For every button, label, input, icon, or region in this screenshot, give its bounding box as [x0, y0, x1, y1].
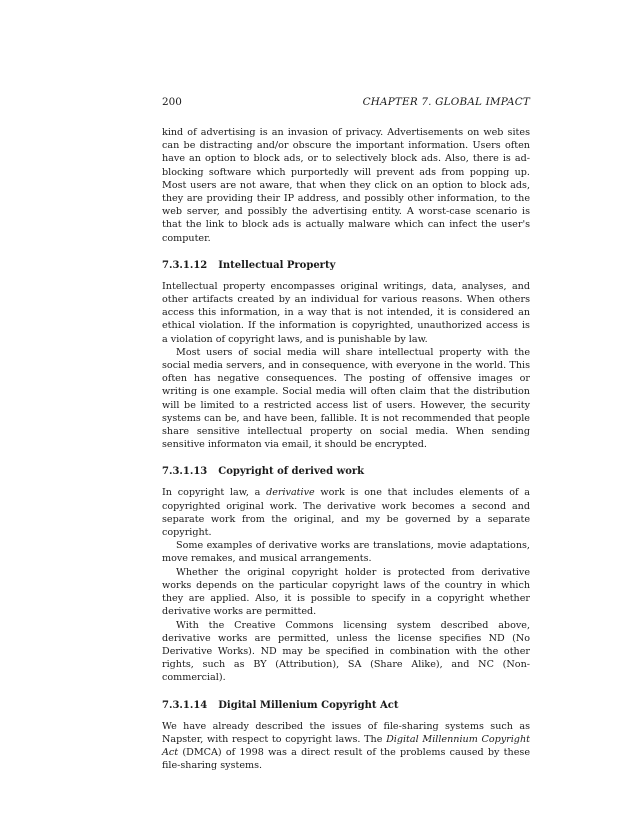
paragraph: [162, 720, 530, 773]
paragraph: Most users of social media will share intellectual property with the social media servers, and in consequence, with everyone in the world. This often has negative consequences. The posting of offensive images or writing is one example. Social media will often claim that the distribution will be limited to a restricted access list of users. However, the security systems can be, and have been, fallible. It is not recommended that people share sensitive intellectual property on social media. When sending sensitive informaton via email, it should be encrypted.: [162, 346, 530, 451]
running-header: [162, 96, 530, 108]
chapter-title: CHAPTER 7. GLOBAL IMPACT: [362, 96, 530, 108]
text-run: work is one that includes elements of a copyrighted original work. The derivative work becomes a second and separate work from the original, and my be governed by a separate copyright.: [162, 487, 530, 539]
text-run: We have already described the issues of file-sharing systems such as Napster, with respect to copyright laws. The: [162, 720, 530, 745]
emphasis-term: Digital Millennium Copyright Act: [162, 733, 530, 758]
paragraph: [162, 486, 530, 539]
paragraph: With the Creative Commons licensing system described above, derivative works are permitted, unless the license specifies ND (No Derivative Works). ND may be specified in combination with the other rights, such as BY (Attribution), SA (Share Alike), and NC (Non-commercial).: [162, 619, 530, 684]
paragraph: Whether the original copyright holder is protected from derivative works depends on the particular copyright laws of the country in which they are applied. Also, it is possible to specify in a copyright whether derivative works are permitted.: [162, 566, 530, 618]
section-heading-intellectual-property: [162, 260, 530, 272]
emphasis-term: derivative: [266, 487, 315, 499]
paragraph: Intellectual property encompasses original writings, data, analyses, and other artifacts created by an individual for various reasons. When others access this information, in a way that is not intended, it is considered an ethical violation. If the information is copyrighted, unauthorized access is a violation of copyright laws, and is punishable by law.: [162, 280, 530, 345]
section-title: Digital Millenium Copyright Act: [218, 699, 399, 711]
page-number: 200: [162, 96, 182, 108]
section-title: Intellectual Property: [218, 259, 336, 271]
section-number: 7.3.1.13: [162, 466, 208, 478]
text-run: (DMCA) of 1998 was a direct result of the problems caused by these file-sharing systems.: [162, 746, 530, 772]
page-body: [162, 96, 530, 772]
section-number: 7.3.1.12: [162, 259, 208, 271]
section-heading-dmca: [162, 700, 530, 712]
section-number: 7.3.1.14: [162, 699, 208, 711]
section-heading-copyright-derived-work: [162, 466, 530, 478]
intro-paragraph: kind of advertising is an invasion of privacy. Advertisements on web sites can be distracting and/or obscure the important information. Users often have an option to block ads, or to selectively block ads. Also, there is ad-blocking software which purportedly will prevent ads from popping up. Most users are not aware, that when they click on an option to block ads, they are providing their IP address, and possibly other information, to the web server, and possibly the advertising entity. A worst-case scenario is that the link to block ads is actually malware which can infect the user's computer.: [162, 127, 530, 244]
section-title: Copyright of derived work: [218, 466, 365, 478]
text-run: In copyright law, a: [162, 487, 267, 499]
paragraph: Some examples of derivative works are translations, movie adaptations, move remakes, and musical arrangements.: [162, 540, 530, 565]
